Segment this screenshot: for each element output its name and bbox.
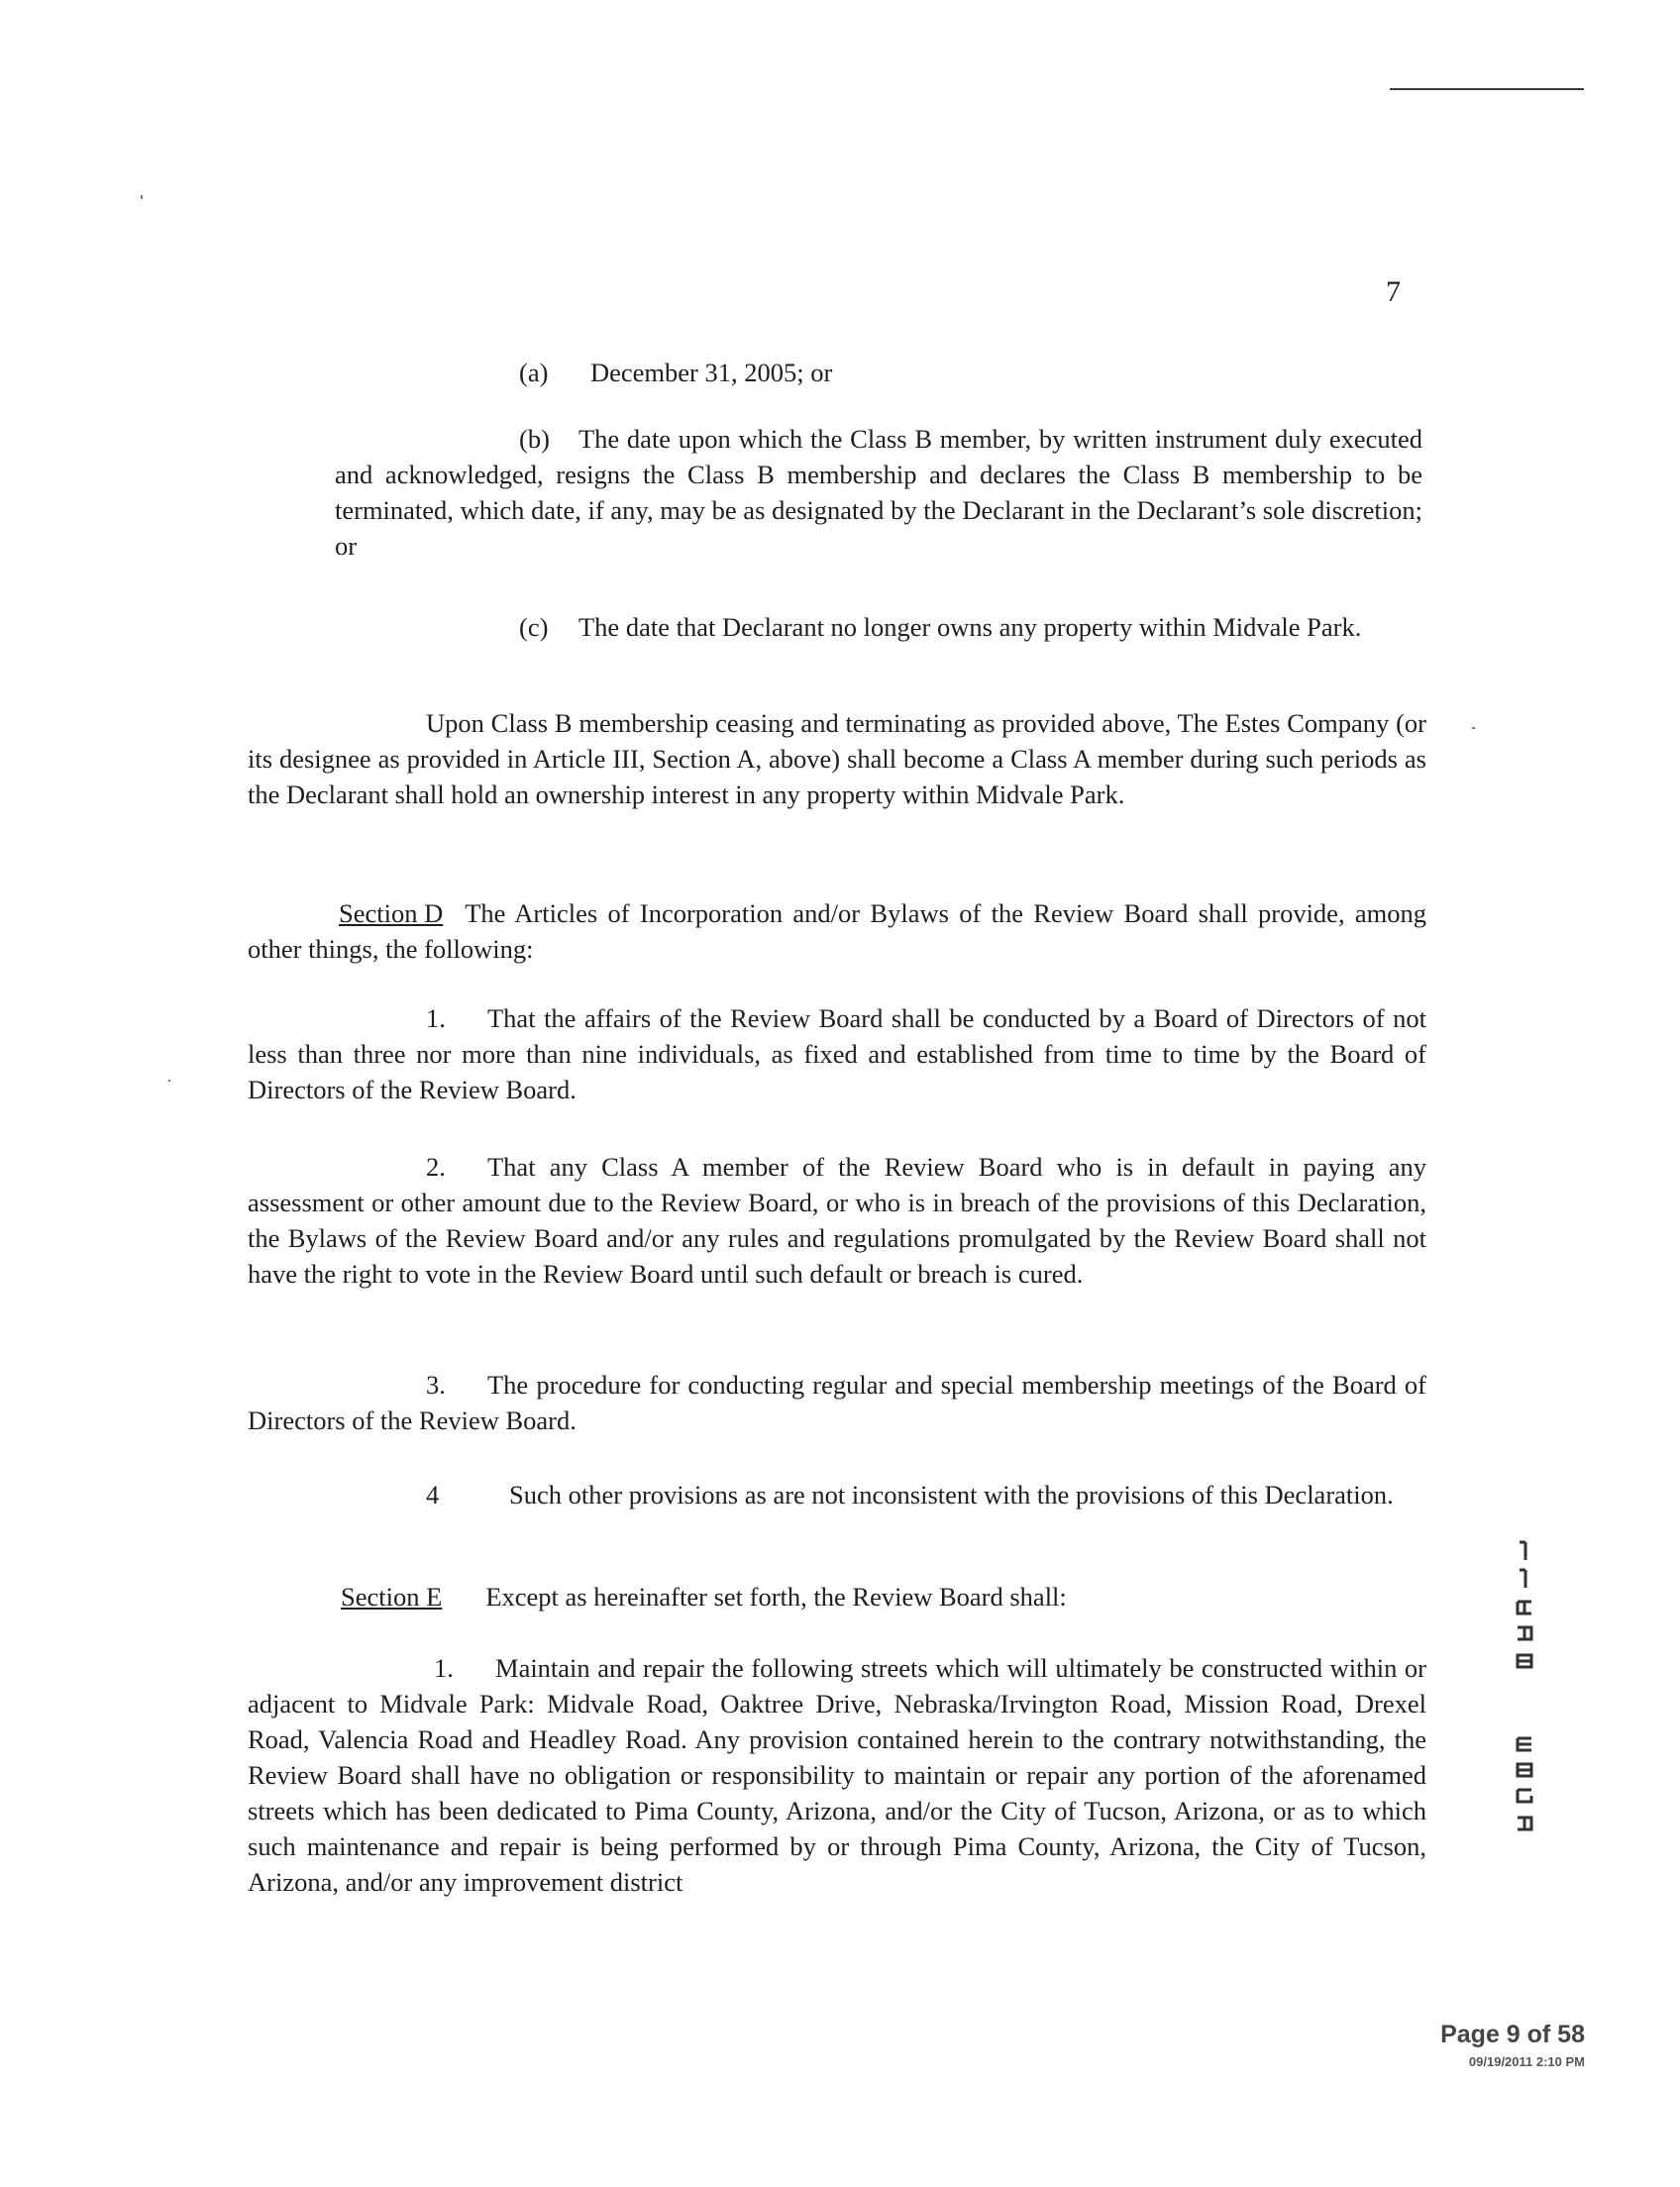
footer-timestamp: 09/19/2011 2:10 PM [1468,2054,1585,2069]
paragraph-label: (c) [519,612,549,642]
paragraph-label: (a) [519,358,549,387]
paragraph-b [335,421,1422,564]
paragraph-label: (b) [519,424,550,454]
item-number: 2. [426,1152,446,1182]
section-d [248,895,1426,967]
section-e-item-1 [248,1650,1426,1900]
scan-speck [1472,727,1475,729]
paragraph-text: That the affairs of the Review Board shall be conducted by a Board of Directors of not less than three nor more than nine individuals, as fixed and established from time to time by the Board of Directors of the Review Board. [248,1003,1426,1104]
paragraph-text: Upon Class B membership ceasing and terminating as provided above, The Estes Company (or its designee as provided in Article III, Section A, above) shall become a Class A member during such periods as the Declarant shall hold an ownership interest in any property within Midvale Park. [248,708,1426,809]
paragraph-text: Such other provisions as are not inconsistent with the provisions of this Declaration. [509,1480,1394,1510]
paragraph-text: The date that Declarant no longer owns any property within Midvale Park. [578,612,1362,642]
section-d-item-3 [248,1367,1426,1438]
paragraph-text: That any Class A member of the Review Board who is in default in paying any assessment or other amount due to the Review Board, or who is in breach of the provisions of this Declaration, the Bylaws of the Review Board and/or any rules and regulations promulgated by the Review Board shall not have the right to vote in the Review Board until such default or breach is cured. [248,1152,1426,1289]
section-d-item-2 [248,1149,1426,1292]
paragraph-text: December 31, 2005; or [590,358,833,387]
scan-speck [168,1080,170,1082]
section-e [248,1579,1426,1614]
recording-stamp-image [1506,1530,1545,1867]
top-rule [1390,88,1584,90]
item-number: 4 [426,1480,440,1510]
item-number: 1. [434,1653,454,1683]
paragraph-upon [248,705,1426,812]
paragraph-text: The procedure for conducting regular and special membership meetings of the Board of Directors of the Review Board. [248,1370,1426,1435]
item-number: 1. [426,1003,446,1033]
item-number: 3. [426,1370,446,1400]
paragraph-text: Except as hereinafter set forth, the Review Board shall: [485,1582,1067,1612]
paragraph-text: The Articles of Incorporation and/or Bylaws of the Review Board shall provide, among other things, the following: [248,898,1426,964]
footer-page-count: Page 9 of 58 [1440,2021,1585,2048]
section-d-item-4 [248,1472,1426,1517]
scan-speck [141,195,143,199]
section-label: Section D [339,898,444,928]
section-d-item-1 [248,1000,1426,1107]
paragraph-text: The date upon which the Class B member, by written instrument duly executed and acknowledged, resigns the Class B membership and declares the Class B membership to be terminated, which date, if any, may be as designated by the Declarant in the Declarant’s sole discretion; or [335,424,1422,561]
paragraph-text: Maintain and repair the following streets which will ultimately be constructed within or adjacent to Midvale Park: Midvale Road, Oaktree Drive, Nebraska/Irvington Road, Mission Road, Drexel Road, Valencia Road and Headley Road. Any provision contained herein to the contrary notwithstanding, the Review Board shall have no obligation or responsibility to maintain or repair any portion of the aforenamed streets which has been dedicated to Pima County, Arizona, and/or the City of Tucson, Arizona, or as to which such maintenance and repair is being performed by or through Pima County, Arizona, the City of Tucson, Arizona, and/or any improvement district [248,1653,1426,1897]
section-label: Section E [341,1582,443,1612]
paragraph-a [519,355,1510,390]
paragraph-c [335,602,1422,652]
page-number: 7 [1386,275,1401,308]
